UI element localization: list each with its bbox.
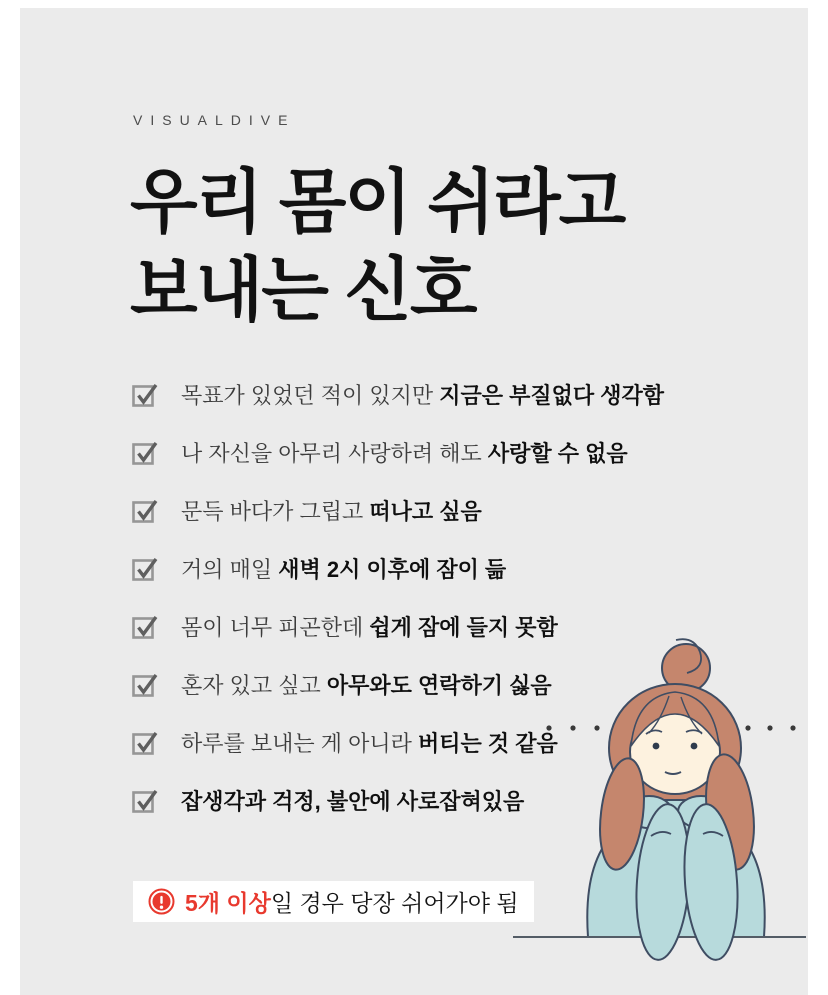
checklist-item-text [181,785,524,816]
alert-exclamation-icon [148,888,175,915]
item-text-normal: 나 자신을 아무리 사랑하려 해도 [181,441,488,466]
poster-panel [20,8,808,995]
checklist-item-text [181,553,506,584]
item-text-normal: 거의 매일 [181,557,279,582]
item-text-bold: 버티는 것 같음 [417,731,558,756]
checklist-item-text [181,495,482,526]
item-text-bold: 쉽게 잠에 들지 못함 [369,615,558,640]
page-title [130,158,624,334]
item-text-bold: 새벽 2시 이후에 잠이 듦 [278,557,507,582]
item-text-normal: 하루를 보내는 게 아니라 [181,731,418,756]
checklist-item-text [181,669,552,700]
item-text-normal: 목표가 있었던 적이 있지만 [181,383,440,408]
warning-banner [133,881,534,922]
checkbox-checked-icon [130,728,160,758]
warning-rest: 일 경우 당장 쉬어가야 됨 [270,890,519,916]
item-text-bold: 사랑할 수 없음 [487,441,628,466]
tired-woman-illustration [500,622,808,965]
item-text-bold: 아무와도 연락하기 싫음 [326,673,552,698]
checklist-item [130,437,664,468]
item-text-normal: 혼자 있고 싶고 [181,673,327,698]
checklist-item [130,379,664,410]
title-line-1: 우리 몸이 쉬라고 [130,163,625,241]
item-text-bold: 떠나고 싶음 [369,499,482,524]
checklist-item [130,553,664,584]
checkbox-checked-icon [130,786,160,816]
item-text-normal: 몸이 너무 피곤한데 [181,615,370,640]
checkbox-checked-icon [130,438,160,468]
checkbox-checked-icon [130,554,160,584]
item-text-bold: 잡생각과 걱정, 불안에 사로잡혀있음 [181,789,525,814]
checkbox-checked-icon [130,670,160,700]
checkbox-checked-icon [130,496,160,526]
checkbox-checked-icon [130,380,160,410]
checklist-item-text [181,379,664,410]
checklist-item-text [181,437,628,468]
warning-text [185,885,519,918]
title-line-2: 보내는 신호 [130,251,476,329]
brand-logo: VISUALDIVE [133,112,296,128]
checkbox-checked-icon [130,612,160,642]
item-text-normal: 문득 바다가 그립고 [181,499,370,524]
checklist-item [130,495,664,526]
warning-highlight: 5개 이상 [185,890,271,916]
item-text-bold: 지금은 부질없다 생각함 [439,383,664,408]
